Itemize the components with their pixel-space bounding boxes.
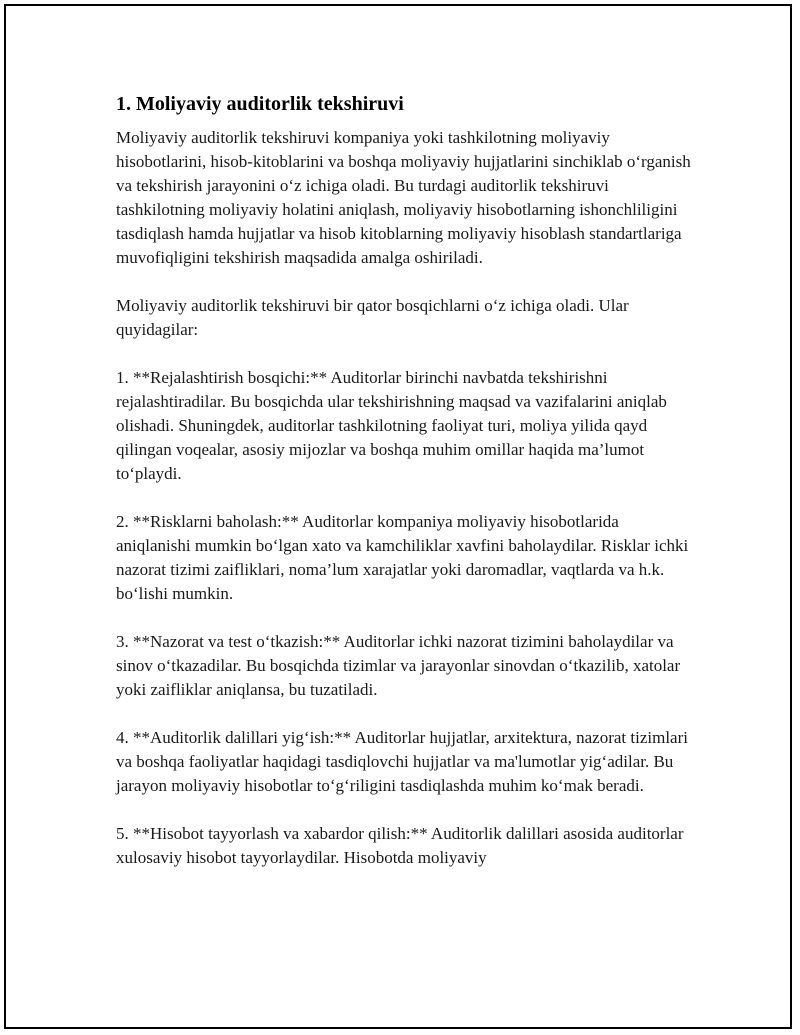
stage-5-reporting-paragraph: 5. **Hisobot tayyorlash va xabardor qilish:** Auditorlik dalillari asosida auditorlar xulosaviy hisobot tayyorlaydilar. Hisobotda moliyaviy <box>116 824 684 867</box>
stage-1-planning-paragraph: 1. **Rejalashtirish bosqichi:** Auditorlar birinchi navbatda tekshirishni rejalashtiradilar. Bu bosqichda ular tekshirishning maqsad va vazifalarini aniqlab olishadi. Shuningdek, auditorlar tashkilotning faoliyat turi, moliya yilida qayd qilingan voqealar, asosiy mijozlar va boshqa muhim omillar haqida ma’lumot to‘playdi. <box>116 368 667 483</box>
stage-2-risk-assessment-paragraph: 2. **Risklarni baholash:** Auditorlar kompaniya moliyaviy hisobotlarida aniqlanishi mumkin bo‘lgan xato va kamchiliklar xavfini baholaydilar. Risklar ichki nazorat tizimi zaifliklari, noma’lum xarajatlar yoki daromadlar, vaqtlarda va h.k. bo‘lishi mumkin. <box>116 512 689 603</box>
document-body <box>116 92 696 894</box>
intro-paragraph: Moliyaviy auditorlik tekshiruvi kompaniya yoki tashkilotning moliyaviy hisobotlarini, hisob-kitoblarini va boshqa moliyaviy hujjatlarini sinchiklab o‘rganish va tekshirish jarayonini o‘z ichiga oladi. Bu turdagi auditorlik tekshiruvi tashkilotning moliyaviy holatini aniqlash, moliyaviy hisobotlarning ishonchliligini tasdiqlash hamda hujjatlar va hisob kitoblarning moliyaviy hisoblash standartlariga muvofiqligini tekshirish maqsadida amalga oshiriladi. <box>116 128 691 267</box>
stages-intro-paragraph: Moliyaviy auditorlik tekshiruvi bir qator bosqichlarni o‘z ichiga oladi. Ular quyidagilar: <box>116 296 629 339</box>
stage-3-control-testing-paragraph: 3. **Nazorat va test o‘tkazish:** Auditorlar ichki nazorat tizimini baholaydilar va sinov o‘tkazadilar. Bu bosqichda tizimlar va jarayonlar sinovdan o‘tkazilib, xatolar yoki zaifliklar aniqlansa, bu tuzatiladi. <box>116 632 681 699</box>
stage-4-evidence-gathering-paragraph: 4. **Auditorlik dalillari yig‘ish:** Auditorlar hujjatlar, arxitektura, nazorat tizimlari va boshqa faoliyatlar haqidagi tasdiqlovchi hujjatlar va ma'lumotlar yig‘adilar. Bu jarayon moliyaviy hisobotlar to‘g‘riligini tasdiqlashda muhim ko‘mak beradi. <box>116 728 688 795</box>
section-heading: 1. Moliyaviy auditorlik tekshiruvi <box>116 93 404 115</box>
